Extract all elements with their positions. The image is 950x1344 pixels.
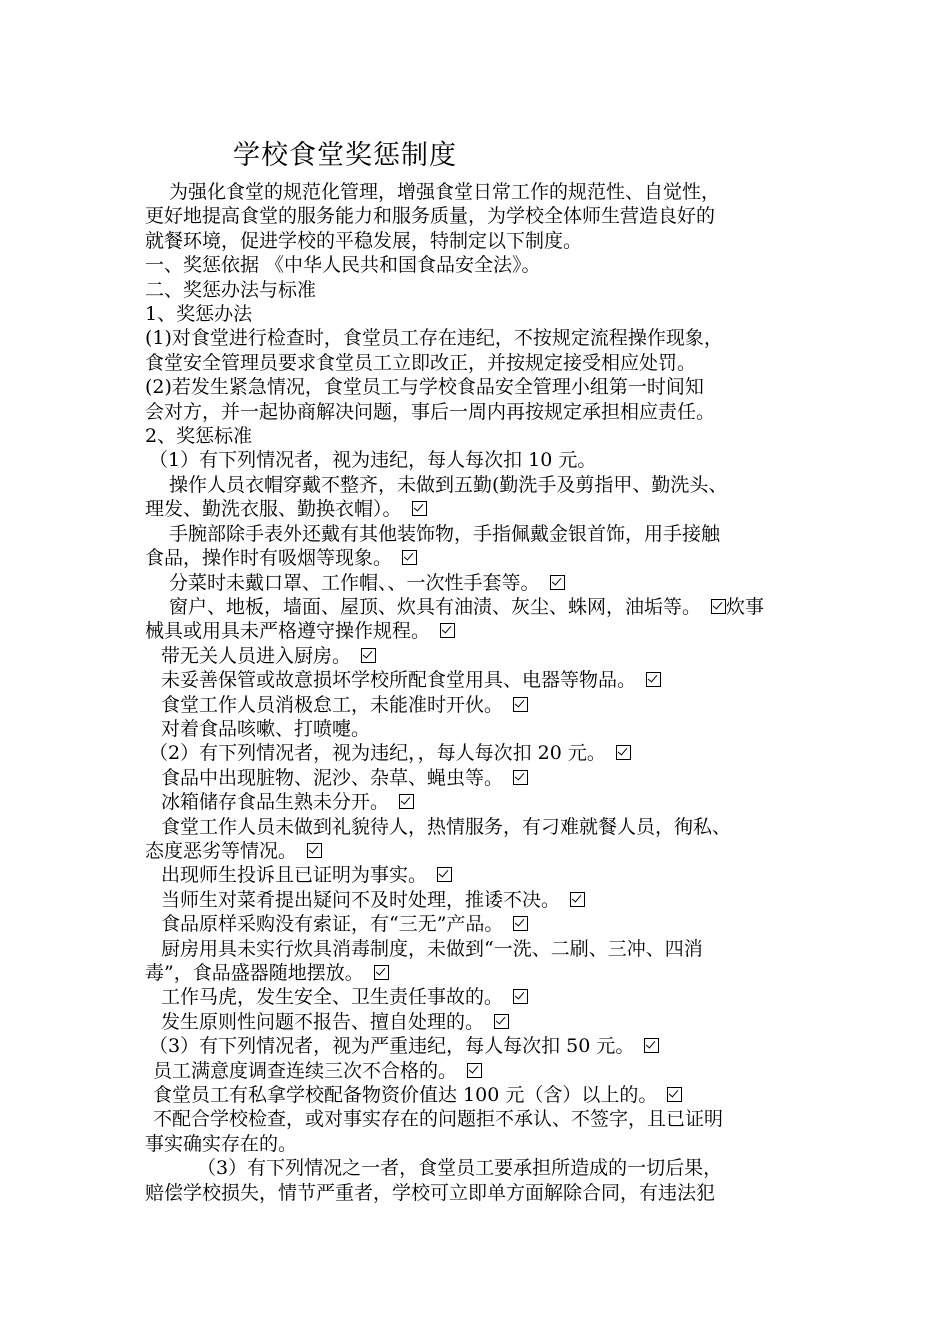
rule-item	[145, 888, 810, 912]
rule-item	[145, 912, 810, 936]
checkbox-checked-icon	[550, 575, 565, 590]
rule-text: 食堂员工有私拿学校配备物资价值达 100 元（含）以上的。	[153, 1084, 658, 1107]
paragraph-line: (2)若发生紧急情况，食堂员工与学校食品安全管理小组第一时间知	[145, 376, 704, 399]
paragraph-line: 赔偿学校损失，情节严重者，学校可立即单方面解除合同，有违法犯	[145, 1181, 716, 1204]
rule-text: 态度恶劣等情况。	[145, 839, 298, 862]
rule-item	[145, 839, 810, 863]
paragraph-line: 就餐环境，促进学校的平稳发展，特制定以下制度。	[145, 229, 583, 252]
rule-item	[145, 595, 810, 619]
rule-text: （3）有下列情况者，视为严重违纪，每人每次扣 50 元。	[149, 1035, 635, 1058]
checkbox-checked-icon	[644, 1038, 659, 1053]
rule-item	[145, 644, 810, 668]
rule-item	[145, 766, 810, 790]
rule-text: 窗户、地板，墙面、屋顶、炊具有油渍、灰尘、蛛网，油垢等。	[169, 595, 702, 618]
rule-text: 食品中出现脏物、泥沙、杂草、蝇虫等。	[161, 766, 504, 789]
checkbox-checked-icon	[667, 1087, 682, 1102]
rule-text: 食堂工作人员消极怠工，未能准时开伙。	[161, 693, 504, 716]
rule-item	[145, 619, 810, 643]
rule-heading	[145, 741, 810, 765]
rule-text: 工作马虎，发生安全、卫生责任事故的。	[161, 986, 504, 1009]
rule-text: 食品原样采购没有索证，有“三无”产品。	[161, 913, 504, 936]
rule-text: 发生原则性问题不报告、擅自处理的。	[161, 1010, 485, 1033]
paragraph-line: （3）有下列情况之一者，食堂员工要承担所造成的一切后果，	[197, 1157, 723, 1180]
document-page	[145, 128, 810, 1205]
rule-text: 冰箱储存食品生熟未分开。	[161, 791, 390, 814]
checkbox-checked-icon	[616, 745, 631, 760]
rule-text: 炊事	[726, 595, 765, 618]
checkbox-checked-icon	[513, 989, 528, 1004]
subsection-heading: 1、奖惩办法	[145, 303, 253, 326]
section-heading: 二、奖惩办法与标准	[145, 278, 317, 301]
checkbox-checked-icon	[374, 965, 389, 980]
rule-text: （2）有下列情况者，视为违纪，，每人每次扣 20 元。	[149, 742, 606, 765]
paragraph-line: 更好地提高食堂的服务能力和服务质量，为学校全体师生营造良好的	[145, 205, 716, 228]
rule-item	[145, 1059, 810, 1083]
rule-item: 事实确实存在的。	[145, 1132, 298, 1155]
rule-item: 手腕部除手表外还戴有其他装饰物，手指佩戴金银首饰，用手接触	[169, 522, 721, 545]
checkbox-checked-icon	[711, 599, 726, 614]
rule-text: 带无关人员进入厨房。	[161, 644, 352, 667]
rule-text: 员工满意度调查连续三次不合格的。	[153, 1059, 458, 1082]
rule-item: 厨房用具未实行炊具消毒制度，未做到“一洗、二刷、三冲、四消	[161, 937, 703, 960]
checkbox-checked-icon	[513, 697, 528, 712]
rule-text: 械具或用具未严格遵守操作规程。	[145, 620, 431, 643]
checkbox-checked-icon	[494, 1014, 509, 1029]
checkbox-checked-icon	[399, 794, 414, 809]
checkbox-checked-icon	[412, 501, 427, 516]
paragraph-line: 会对方，并一起协商解决问题，事后一周内再按规定承担相应责任。	[145, 400, 716, 423]
paragraph-line: 为强化食堂的规范化管理，增强食堂日常工作的规范性、自觉性，	[169, 181, 721, 203]
rule-text: 分菜时未戴口罩、工作帽、、一次性手套等。	[169, 571, 540, 594]
checkbox-checked-icon	[440, 623, 455, 638]
rule-text: 食品，操作时有吸烟等现象。	[145, 547, 393, 570]
checkbox-checked-icon	[513, 916, 528, 931]
rule-text: 当师生对菜肴提出疑问不及时处理，推诿不决。	[161, 888, 561, 911]
rule-item	[145, 863, 810, 887]
checkbox-checked-icon	[467, 1063, 482, 1078]
rule-item	[145, 546, 810, 570]
rule-item	[145, 1083, 810, 1107]
checkbox-checked-icon	[307, 843, 322, 858]
rule-text: 理发、勤洗衣服、勤换衣帽）。	[145, 498, 402, 521]
checkbox-checked-icon	[402, 550, 417, 565]
rule-heading	[145, 1034, 810, 1058]
paragraph-line: 食堂安全管理员要求食堂员工立即改正，并按规定接受相应处罚。	[145, 351, 697, 374]
document-title: 学校食堂奖惩制度	[233, 140, 457, 171]
rule-item	[145, 497, 810, 521]
rule-item	[145, 985, 810, 1009]
rule-item	[145, 1010, 810, 1034]
rule-text: 出现师生投诉且已证明为事实。	[161, 864, 428, 887]
rule-text: 毒”，食品盛器随地摆放。	[145, 962, 364, 984]
rule-item	[145, 693, 810, 717]
rule-item: 不配合学校检查，或对事实存在的问题拒不承认、不签字，且已证明	[153, 1108, 724, 1131]
checkbox-checked-icon	[361, 648, 376, 663]
rule-item	[145, 790, 810, 814]
rule-heading: （1）有下列情况者，视为违纪，每人每次扣 10 元。	[149, 449, 597, 472]
checkbox-checked-icon	[513, 770, 528, 785]
rule-item	[145, 668, 810, 692]
rule-item: 对着食品咳嗽、打喷嚏。	[161, 717, 371, 740]
rule-text: 未妥善保管或故意损坏学校所配食堂用具、电器等物品。	[161, 669, 637, 692]
checkbox-checked-icon	[570, 892, 585, 907]
rule-item: 操作人员衣帽穿戴不整齐，未做到五勤(勤洗手及剪指甲、勤洗头、	[169, 473, 728, 496]
rule-item	[145, 571, 810, 595]
checkbox-checked-icon	[646, 672, 661, 687]
checkbox-checked-icon	[437, 867, 452, 882]
rule-item	[145, 961, 810, 985]
subsection-heading: 2、奖惩标准	[145, 425, 253, 448]
paragraph-line: (1)对食堂进行检查时，食堂员工存在违纪，不按规定流程操作现象，	[145, 327, 723, 350]
rule-item: 食堂工作人员未做到礼貌待人，热情服务，有刁难就餐人员，徇私、	[161, 815, 732, 838]
section-heading: 一、奖惩依据 《中华人民共和国食品安全法》。	[145, 254, 541, 277]
